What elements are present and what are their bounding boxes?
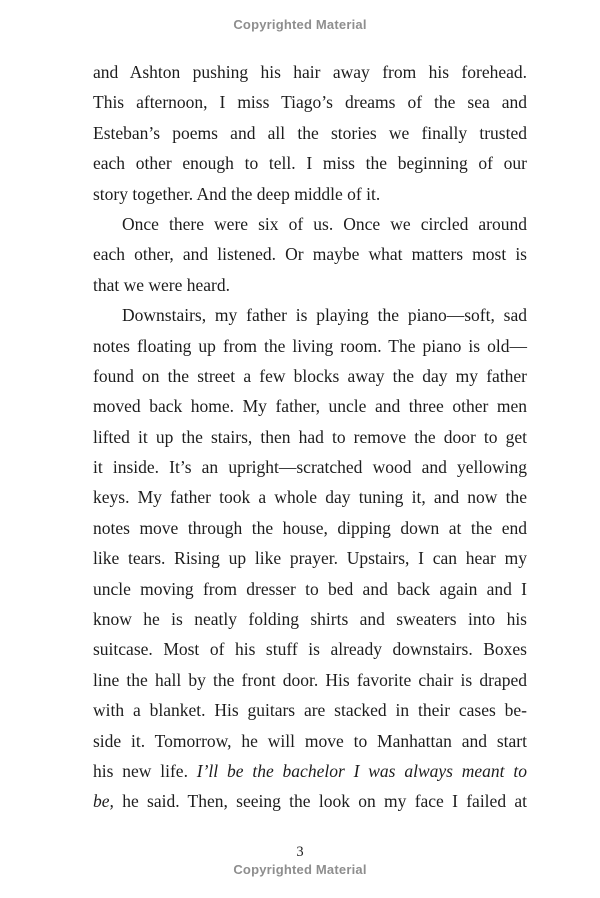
text-line — [93, 57, 527, 87]
text-line — [93, 756, 527, 786]
text-line — [93, 786, 527, 816]
text-line-content — [93, 361, 527, 391]
text-line — [93, 513, 527, 543]
text-line-content — [93, 543, 527, 573]
text-line — [93, 118, 527, 148]
text-line — [93, 361, 527, 391]
italic-text-segment: be, — [93, 791, 114, 812]
text-line — [93, 726, 527, 756]
text-segment: Esteban’s poems and all the stories we finally trusted — [93, 122, 527, 143]
text-segment: suitcase. Most of his stuff is already downstairs. Boxes — [93, 639, 527, 660]
text-line-content — [93, 239, 527, 269]
text-segment: uncle moving from dresser to bed and back again and I — [93, 578, 527, 599]
text-line-content — [93, 695, 527, 725]
text-line-content — [122, 209, 527, 239]
text-line — [93, 148, 527, 178]
text-line — [93, 300, 527, 330]
text-line-content — [93, 391, 527, 421]
text-segment: know he is neatly folding shirts and sweaters into his — [93, 609, 527, 630]
text-segment: that we were heard. — [93, 274, 231, 295]
text-line-content — [93, 179, 380, 209]
text-segment: each other, and listened. Or maybe what matters most is — [93, 244, 527, 265]
text-line-content — [93, 482, 527, 512]
text-line — [93, 695, 527, 725]
copyright-top-label: Copyrighted Material — [233, 17, 367, 32]
text-line — [93, 604, 527, 634]
text-line — [93, 239, 527, 269]
text-line-content — [93, 452, 527, 482]
text-segment: with a blanket. His guitars are stacked in their cases be- — [93, 700, 527, 721]
text-segment: found on the street a few blocks away the day my father — [93, 365, 527, 386]
text-line-content — [93, 604, 527, 634]
text-segment: he said. Then, seeing the look on my face I failed at — [113, 791, 527, 812]
text-segment: moved back home. My father, uncle and three other men — [93, 396, 527, 417]
text-line-content — [93, 331, 527, 361]
text-line-content — [93, 148, 527, 178]
text-line-content — [93, 422, 527, 452]
text-line — [93, 87, 527, 117]
text-segment: Once there were six of us. Once we circled around — [122, 213, 527, 234]
text-line — [93, 331, 527, 361]
text-segment: like tears. Rising up like prayer. Upstairs, I can hear my — [93, 548, 527, 569]
text-segment: and Ashton pushing his hair away from his forehead. — [93, 62, 527, 82]
text-segment: it inside. It’s an upright—scratched wood and yellowing — [93, 457, 527, 478]
text-line-content — [93, 513, 527, 543]
text-segment: lifted it up the stairs, then had to remove the door to get — [93, 426, 527, 447]
text-line-content — [93, 756, 527, 786]
text-line-content — [93, 574, 527, 604]
body-text — [93, 57, 527, 817]
text-line-content — [93, 87, 527, 117]
page-number: 3 — [296, 844, 304, 860]
text-segment: Downstairs, my father is playing the piano—soft, sad — [122, 305, 527, 326]
text-line-content — [93, 786, 527, 816]
text-segment: line the hall by the front door. His favorite chair is draped — [93, 669, 527, 690]
text-segment: keys. My father took a whole day tuning it, and now the — [93, 487, 527, 508]
text-line-content — [93, 57, 527, 87]
text-line-content — [93, 634, 527, 664]
text-segment: notes floating up from the living room. The piano is old— — [93, 335, 527, 356]
text-segment: side it. Tomorrow, he will move to Manhattan and start — [93, 730, 527, 751]
text-line — [93, 543, 527, 573]
text-line — [93, 179, 527, 209]
text-line-content — [93, 270, 230, 300]
text-line-content — [93, 726, 527, 756]
text-segment: This afternoon, I miss Tiago’s dreams of the sea and — [93, 92, 527, 113]
text-segment: notes move through the house, dipping down at the end — [93, 517, 527, 538]
text-segment: story together. And the deep middle of it. — [93, 183, 381, 204]
text-segment: each other enough to tell. I miss the beginning of our — [93, 153, 527, 174]
text-line-content — [93, 665, 527, 695]
text-line — [93, 422, 527, 452]
text-line-content — [122, 300, 527, 330]
text-line — [93, 665, 527, 695]
copyright-bottom-label: Copyrighted Material — [233, 862, 367, 877]
text-line-content — [93, 118, 527, 148]
text-line — [93, 209, 527, 239]
text-line — [93, 634, 527, 664]
text-line — [93, 270, 527, 300]
text-line — [93, 574, 527, 604]
text-line — [93, 391, 527, 421]
text-line — [93, 452, 527, 482]
text-segment: his new life. — [93, 760, 197, 781]
italic-text-segment: I’ll be the bachelor I was always meant to — [196, 760, 527, 781]
text-line — [93, 482, 527, 512]
